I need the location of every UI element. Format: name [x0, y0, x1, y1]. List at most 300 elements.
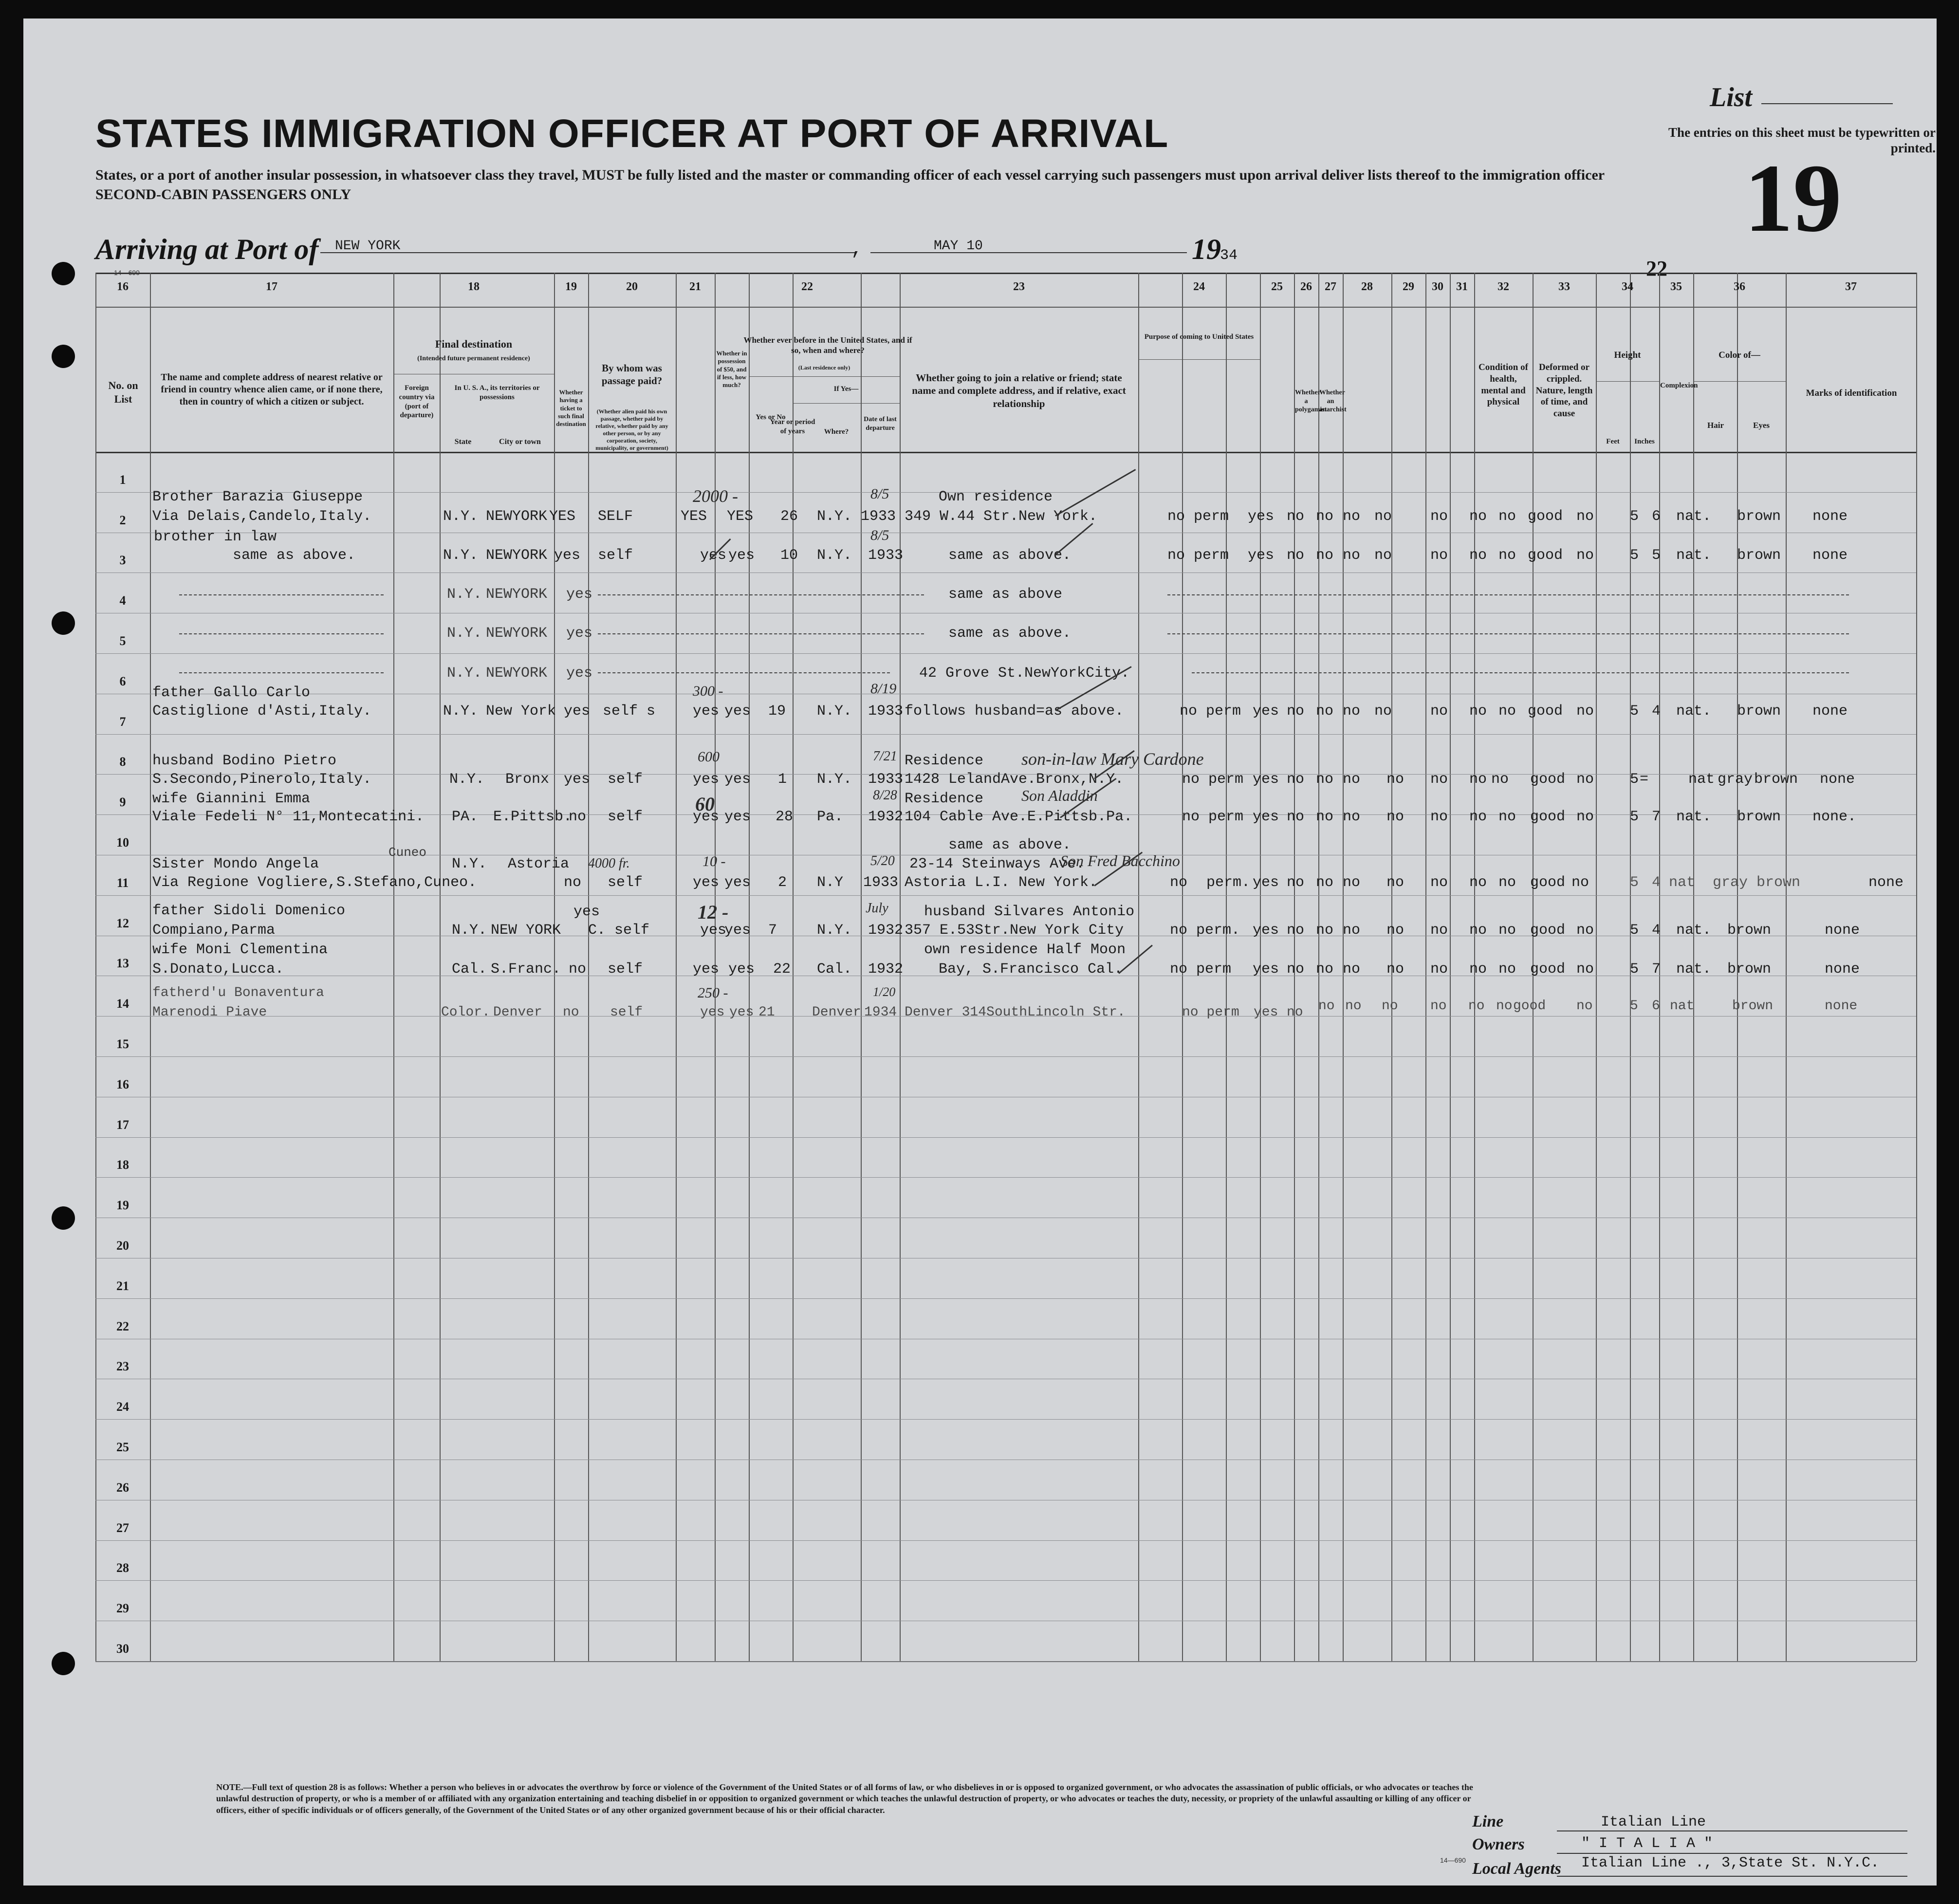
hair: brown: [1727, 961, 1772, 978]
header-last-departure: Date of last departure: [864, 416, 897, 432]
purpose: no perm: [1182, 1005, 1239, 1020]
q31: no: [1498, 809, 1516, 825]
dest-city: NEWYORK: [486, 665, 548, 682]
arrival-port: NEW YORK: [335, 239, 401, 254]
column-number: 32: [1497, 280, 1509, 293]
header-no-on-list: No. on List: [108, 379, 138, 405]
hair: brown: [1732, 998, 1774, 1014]
complexion: nat: [1670, 998, 1695, 1014]
ticket: no: [564, 874, 582, 891]
handwritten-note: son-in-law Mary Cardone: [1021, 749, 1204, 769]
comma: ,: [851, 239, 863, 260]
relative-note: Cuneo: [388, 845, 427, 860]
q30: no: [1469, 874, 1487, 891]
header-where: Where?: [824, 428, 849, 436]
row-rule: [95, 1177, 1916, 1178]
joining-line2: 357 E.53Str.New York City: [905, 922, 1124, 939]
q25: no: [1287, 874, 1305, 891]
q27: no: [1343, 547, 1361, 564]
col-rule: [793, 273, 794, 1661]
joining-line2: 104 Cable Ave.E.Pittsb.Pa.: [905, 809, 1133, 825]
row-number: 20: [116, 1239, 129, 1253]
row-rule: [95, 1540, 1916, 1541]
purpose-stay: yes: [1253, 922, 1279, 939]
list-count: 22: [1646, 257, 1667, 280]
dest-city: NEWYORK: [486, 508, 548, 525]
passage-paid: self: [608, 874, 643, 891]
q26: no: [1316, 703, 1334, 720]
joining-line2: same as above.: [948, 547, 1072, 564]
joining-line2: 42 Grove St.NewYorkCity.: [919, 665, 1130, 682]
marks: none: [1825, 961, 1860, 978]
health: good: [1528, 547, 1563, 564]
row-rule: [95, 1419, 1916, 1420]
purpose: no perm: [1167, 547, 1229, 564]
header-purpose: Purpose of coming to United States: [1144, 333, 1254, 341]
height-feet: 5: [1630, 547, 1639, 564]
header-yes-no: Yes or No: [756, 413, 786, 421]
col-rule: [1425, 273, 1426, 1661]
passage-paid: self: [608, 809, 643, 825]
q29: no: [1430, 961, 1448, 978]
handwritten-date: 8/5: [870, 486, 889, 502]
q27: no: [1343, 874, 1361, 891]
q29: no: [1430, 703, 1448, 720]
purpose-stay: yes: [1248, 508, 1275, 525]
column-number: 25: [1271, 280, 1283, 293]
before-yes: yes: [728, 547, 755, 564]
q25: no: [1287, 922, 1305, 939]
row-number: 11: [116, 875, 129, 890]
purpose: no perm: [1182, 771, 1244, 788]
q28: no: [1374, 703, 1392, 720]
marks: none: [1825, 998, 1858, 1014]
row-number: 10: [116, 835, 129, 850]
q29: no: [1430, 874, 1448, 891]
col-rule: [1450, 273, 1451, 1661]
col-rule: [1138, 273, 1139, 1661]
deformed: no: [1576, 998, 1593, 1014]
header-eyes: Eyes: [1753, 421, 1770, 430]
passage-paid: self: [598, 547, 633, 564]
handwritten-money: 300 -: [693, 683, 723, 699]
row-number: 30: [116, 1642, 129, 1656]
q31: no: [1496, 998, 1513, 1014]
q31: no: [1498, 703, 1516, 720]
complexion: nat.: [1676, 961, 1712, 978]
row-number: 23: [116, 1359, 129, 1374]
hair: gray: [1713, 874, 1748, 891]
q31: no: [1498, 547, 1516, 564]
height-feet: 5: [1630, 703, 1639, 720]
deformed: no: [1571, 874, 1589, 891]
q27: no: [1343, 508, 1361, 525]
header-city: City or town: [499, 438, 541, 446]
q31: no: [1498, 874, 1516, 891]
q28: no: [1386, 771, 1405, 788]
q27: no: [1345, 998, 1362, 1014]
before-years: 19: [768, 703, 786, 720]
line-value: Italian Line: [1601, 1814, 1706, 1830]
marks: none: [1825, 922, 1860, 939]
health: good: [1530, 809, 1566, 825]
before-years: 2: [778, 874, 787, 891]
hair: brown: [1737, 809, 1781, 825]
relative-name: Sister Mondo Angela: [152, 856, 319, 872]
blank-dash: [1167, 594, 1849, 595]
relative-address: Via Regione Vogliere,S.Stefano,Cuneo.: [152, 874, 477, 891]
row-number: 24: [116, 1400, 129, 1414]
q28: no: [1382, 998, 1398, 1014]
before-years: 1: [778, 771, 787, 788]
before-years: 10: [780, 547, 798, 564]
health: good: [1530, 922, 1566, 939]
col-rule: [676, 273, 677, 1661]
q29: no: [1430, 998, 1447, 1014]
money: yes: [693, 809, 720, 825]
col-rule: [1786, 273, 1787, 1661]
q26: no: [1316, 508, 1334, 525]
handwritten-date: 1/20: [873, 985, 896, 999]
row-number: 13: [116, 956, 129, 971]
joining-line1: Residence: [905, 753, 984, 769]
blank-dash: [179, 672, 384, 673]
handwritten-date: 5/20: [870, 853, 895, 869]
dest-state: N.Y.: [452, 922, 487, 939]
sub-rule: [1596, 381, 1659, 382]
height-inches: 7: [1652, 809, 1661, 825]
blank-dash: [1192, 672, 1849, 673]
column-number: 31: [1456, 280, 1468, 293]
height-inches: =: [1640, 771, 1649, 788]
height-feet: 5: [1630, 922, 1639, 939]
q27: no: [1343, 809, 1361, 825]
col-rule: [1596, 273, 1597, 1661]
joining-line1: husband Silvares Antonio: [924, 904, 1135, 920]
dest-state: N.Y.: [447, 625, 482, 642]
q30: no: [1469, 961, 1487, 978]
before-yes: yes: [724, 922, 751, 939]
joining-line2: follows husband=as above.: [905, 703, 1124, 720]
health: good: [1528, 703, 1563, 720]
dest-city: Astoria: [508, 856, 570, 872]
health: good: [1530, 771, 1566, 788]
q26: no: [1316, 874, 1334, 891]
before-where: Pa.: [817, 809, 844, 825]
q29: no: [1430, 922, 1448, 939]
q29: no: [1430, 547, 1448, 564]
header-ever-before: Whether ever before in the United States, and if so, when and where?: [743, 335, 912, 355]
form-id-top: 14—690: [114, 269, 140, 277]
height-feet: 5: [1630, 809, 1639, 825]
row-number: 2: [119, 513, 126, 527]
port-underline: [320, 251, 856, 253]
relative-address: Castiglione d'Asti,Italy.: [152, 703, 372, 720]
dest-state: Cal.: [452, 961, 487, 978]
complexion: nat: [1688, 771, 1715, 788]
before-yes: YES: [727, 508, 754, 525]
handwritten-date: 7/21: [873, 749, 897, 764]
header-ticket: Whether having a ticket to such final destination: [556, 388, 586, 427]
header-bottom-rule: [95, 452, 1916, 453]
before-where: N.Y.: [817, 771, 852, 788]
deformed: no: [1576, 771, 1594, 788]
before-years: 26: [780, 508, 798, 525]
q31: no: [1498, 922, 1516, 939]
column-number: 37: [1845, 280, 1857, 293]
marks: none: [1812, 508, 1848, 525]
before-where: Cal.: [817, 961, 852, 978]
complexion: nat.: [1676, 547, 1712, 564]
q28: no: [1386, 874, 1405, 891]
dest-state: N.Y.: [443, 703, 479, 720]
joining-line2: 1428 LelandAve.Bronx,N.Y.: [905, 771, 1124, 788]
ticket: YES: [549, 508, 576, 525]
binder-hole: [52, 1652, 75, 1675]
purpose: no perm: [1180, 703, 1241, 720]
header-inches: Inches: [1634, 438, 1655, 445]
dest-city: Bronx: [505, 771, 550, 788]
height-feet: 5: [1630, 508, 1639, 525]
row-rule: [95, 1137, 1916, 1138]
joining-line1: Own residence: [939, 489, 1053, 505]
dest-city: NEWYORK: [486, 625, 548, 642]
q30: no: [1468, 998, 1485, 1014]
hair: gray: [1718, 771, 1753, 788]
column-number: 16: [117, 280, 129, 293]
row-rule: [95, 895, 1916, 896]
marks: none: [1868, 874, 1904, 891]
header-anarchist: Whether an anarchist: [1319, 389, 1347, 413]
ticket: yes: [573, 904, 600, 920]
column-number: 29: [1403, 280, 1414, 293]
complexion: nat.: [1676, 703, 1712, 720]
q28: no: [1374, 508, 1392, 525]
handwritten-date: 8/28: [873, 788, 897, 803]
year-suffix: 34: [1220, 247, 1238, 264]
cabin-class-note: SECOND-CABIN PASSENGERS ONLY: [95, 186, 351, 203]
q26: no: [1316, 809, 1334, 825]
marks: none.: [1812, 809, 1857, 825]
purpose: no perm.: [1170, 922, 1240, 939]
money: yes: [700, 1005, 725, 1020]
purpose-duration: perm.: [1206, 874, 1251, 891]
deformed: no: [1576, 703, 1594, 720]
row-number: 21: [116, 1278, 129, 1293]
ticket: yes: [564, 703, 591, 720]
q28: no: [1386, 961, 1405, 978]
before-where: Denver: [812, 1005, 861, 1020]
joining-line2: same as above: [948, 586, 1063, 603]
dest-state: N.Y.: [447, 665, 482, 682]
header-if-yes: If Yes—: [833, 385, 859, 393]
header-color-of: Color of—: [1719, 350, 1760, 360]
column-number: 24: [1193, 280, 1205, 293]
arriving-port-label: Arriving at Port of: [95, 233, 319, 265]
blank-dash: [598, 633, 924, 634]
row-rule: [95, 653, 1916, 654]
purpose: no perm: [1170, 961, 1232, 978]
height-inches: 6: [1652, 508, 1661, 525]
joining-line2: Denver 314SouthLincoln Str.: [905, 1005, 1126, 1020]
agents-value: Italian Line ., 3,State St. N.Y.C.: [1581, 1855, 1880, 1871]
last-departure: 1933: [868, 771, 904, 788]
header-height: Height: [1614, 350, 1641, 360]
joining-line2: Astoria L.I. New York.: [905, 874, 1098, 891]
q30: no: [1469, 547, 1487, 564]
handwritten-date: July: [866, 901, 888, 916]
row-number: 25: [116, 1440, 129, 1454]
q31: no: [1498, 961, 1516, 978]
money: yes: [700, 922, 727, 939]
last-departure: 1932: [868, 809, 904, 825]
hair: brown: [1737, 703, 1781, 720]
last-departure: 1933: [868, 547, 904, 564]
handwritten-money: 4000 fr.: [588, 856, 630, 871]
handwritten-money: 600: [698, 749, 720, 765]
handwritten-note: Son Fred Bacchino: [1060, 852, 1180, 869]
row-number: 4: [119, 593, 126, 608]
money: yes: [693, 961, 720, 978]
complexion: nat.: [1676, 508, 1712, 525]
relative-name: father Sidoli Domenico: [152, 903, 346, 919]
q30: no: [1469, 809, 1487, 825]
last-departure: 1932: [868, 922, 904, 939]
before-years: 21: [758, 1005, 775, 1020]
before-years: 7: [768, 922, 777, 939]
height-inches: 6: [1652, 998, 1660, 1014]
year-prefix: 19: [1192, 233, 1221, 265]
ticket: yes: [564, 771, 591, 788]
binder-hole: [52, 1206, 75, 1230]
ticket: no: [563, 1005, 579, 1020]
height-feet: 5: [1630, 961, 1639, 978]
owners-underline: [1557, 1853, 1907, 1854]
passage-paid: self: [608, 771, 643, 788]
row-number: 14: [116, 997, 129, 1011]
marks: none: [1812, 547, 1848, 564]
line-label: Line: [1472, 1812, 1504, 1830]
health: good: [1528, 508, 1563, 525]
passage-paid: self s: [603, 703, 656, 720]
handwritten-note: Son Aladdin: [1021, 787, 1098, 804]
header-final-destination-note: (Intended future permanent residence): [417, 355, 530, 362]
relative-address: S.Donato,Lucca.: [152, 961, 284, 978]
passage-paid: self: [608, 961, 643, 978]
purpose-stay: yes: [1253, 961, 1279, 978]
row-number: 29: [116, 1601, 129, 1616]
deformed: no: [1576, 961, 1594, 978]
manifest-sheet: [23, 18, 1937, 1886]
column-number: 35: [1670, 280, 1682, 293]
hair: brown: [1737, 547, 1781, 564]
header-complexion: Complexion: [1660, 382, 1698, 389]
q27: no: [1343, 922, 1361, 939]
eyes: brown: [1756, 874, 1801, 891]
row-rule: [95, 734, 1916, 735]
line-underline: [1557, 1830, 1907, 1831]
row-rule: [95, 1298, 1916, 1299]
list-label: List: [1710, 82, 1753, 112]
relative-address: Compiano,Parma: [152, 922, 276, 939]
q25: no: [1287, 961, 1305, 978]
joining-line1: own residence Half Moon: [924, 942, 1126, 958]
sub-rule: [793, 403, 900, 404]
q29: no: [1430, 809, 1448, 825]
q25: no: [1287, 809, 1305, 825]
column-number: 21: [689, 280, 701, 293]
deformed: no: [1576, 809, 1594, 825]
handwritten-money: 2000 -: [693, 486, 738, 506]
q28: no: [1386, 809, 1405, 825]
height-inches: 7: [1652, 961, 1661, 978]
header-nearest-relative: The name and complete address of nearest relative or friend in country whence alien came, or if none there, then in country of which a citizen or subject.: [161, 372, 383, 407]
binder-hole: [52, 345, 75, 368]
col-rule: [588, 273, 589, 1661]
sheet-number: 19: [1744, 145, 1842, 252]
arrival-date: MAY 10: [934, 239, 983, 254]
header-marks: Marks of identification: [1806, 388, 1897, 398]
relative-address: Marenodi Piave: [152, 1005, 267, 1020]
dest-city: Denver: [493, 1005, 542, 1020]
relative-address: Via Delais,Candelo,Italy.: [152, 508, 372, 525]
before-where: N.Y.: [817, 547, 852, 564]
column-number: 27: [1325, 280, 1336, 293]
before-where: N.Y.: [817, 922, 852, 939]
q29: no: [1430, 508, 1448, 525]
purpose-stay: yes: [1253, 809, 1279, 825]
handwritten-date: 8/19: [870, 681, 897, 697]
header-hair: Hair: [1707, 421, 1724, 430]
row-rule: [95, 1580, 1916, 1581]
header-foreign-country: Foreign country via (port of departure): [399, 384, 435, 420]
q25: no: [1287, 508, 1305, 525]
q27: no: [1343, 961, 1361, 978]
row-rule: [95, 1661, 1916, 1662]
row-number: 27: [116, 1520, 129, 1535]
before-yes: yes: [724, 809, 751, 825]
col-rule: [150, 273, 151, 1661]
relative-address: S.Secondo,Pinerolo,Italy.: [152, 771, 372, 788]
q29: no: [1430, 771, 1448, 788]
column-number: 36: [1734, 280, 1745, 293]
column-number: 20: [626, 280, 638, 293]
sub-rule: [749, 376, 900, 377]
deformed: no: [1576, 547, 1594, 564]
q28: no: [1374, 547, 1392, 564]
last-departure: 1932: [868, 961, 904, 978]
hair: brown: [1727, 922, 1772, 939]
handwritten-date: 8/5: [870, 527, 889, 543]
relative-name: husband Bodino Pietro: [152, 753, 337, 769]
q25: no: [1287, 703, 1305, 720]
binder-hole: [52, 611, 75, 635]
handwritten-money: 250 -: [698, 985, 728, 1001]
col-rule: [440, 273, 441, 1661]
before-yes: yes: [724, 703, 751, 720]
blank-dash: [179, 594, 384, 595]
money: YES: [681, 508, 707, 525]
row-number: 26: [116, 1480, 129, 1495]
sub-rule: [1693, 381, 1786, 382]
row-number: 9: [119, 795, 126, 810]
column-number: 17: [266, 280, 277, 293]
row-rule: [95, 1056, 1916, 1057]
hair: brown: [1737, 508, 1781, 525]
before-yes: yes: [729, 1005, 754, 1020]
blank-dash: [179, 633, 384, 634]
purpose: no perm: [1182, 809, 1244, 825]
